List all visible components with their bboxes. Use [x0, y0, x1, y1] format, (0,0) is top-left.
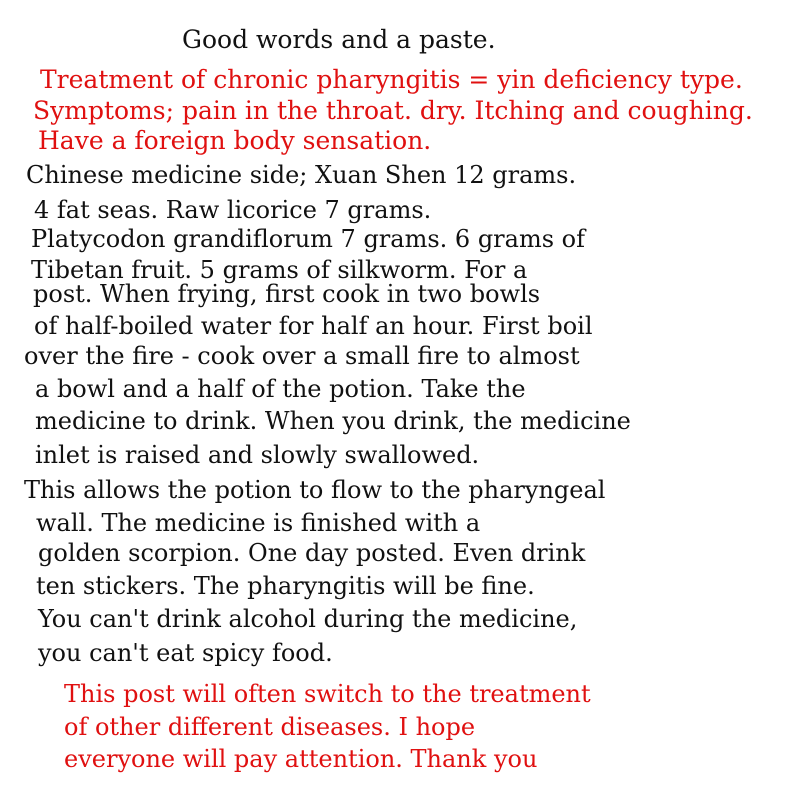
body-line-4: Tibetan fruit. 5 grams of silkworm. For a — [31, 256, 528, 284]
body-line-3: Platycodon grandiflorum 7 grams. 6 grams of — [31, 225, 585, 253]
body-line-6: of half-boiled water for half an hour. First boil — [34, 312, 593, 340]
body-line-2: 4 fat seas. Raw licorice 7 grams. — [34, 196, 432, 224]
intro-line-2: Symptoms; pain in the throat. dry. Itching and coughing. — [33, 96, 753, 125]
body-line-11: This allows the potion to flow to the pharyngeal — [24, 476, 606, 504]
body-line-9: medicine to drink. When you drink, the medicine — [35, 407, 631, 435]
body-line-16: you can't eat spicy food. — [38, 639, 333, 667]
body-line-15: You can't drink alcohol during the medicine, — [38, 605, 578, 633]
body-line-10: inlet is raised and slowly swallowed. — [35, 441, 480, 469]
body-line-14: ten stickers. The pharyngitis will be fine. — [36, 572, 535, 600]
intro-line-1: Treatment of chronic pharyngitis = yin deficiency type. — [40, 65, 743, 94]
notice-line-3: everyone will pay attention. Thank you — [64, 745, 538, 773]
body-line-5: post. When frying, first cook in two bowls — [33, 280, 541, 308]
notice-line-2: of other different diseases. I hope — [64, 713, 476, 741]
intro-line-3: Have a foreign body sensation. — [38, 126, 432, 155]
notice-line-1: This post will often switch to the treatment — [64, 680, 591, 708]
body-line-12: wall. The medicine is finished with a — [36, 509, 481, 537]
body-line-1: Chinese medicine side; Xuan Shen 12 grams. — [26, 161, 577, 189]
body-line-7: over the fire - cook over a small fire to almost — [24, 342, 580, 370]
post-title: Good words and a paste. — [182, 25, 496, 54]
body-line-13: golden scorpion. One day posted. Even drink — [38, 539, 586, 567]
body-line-8: a bowl and a half of the potion. Take the — [35, 375, 526, 403]
